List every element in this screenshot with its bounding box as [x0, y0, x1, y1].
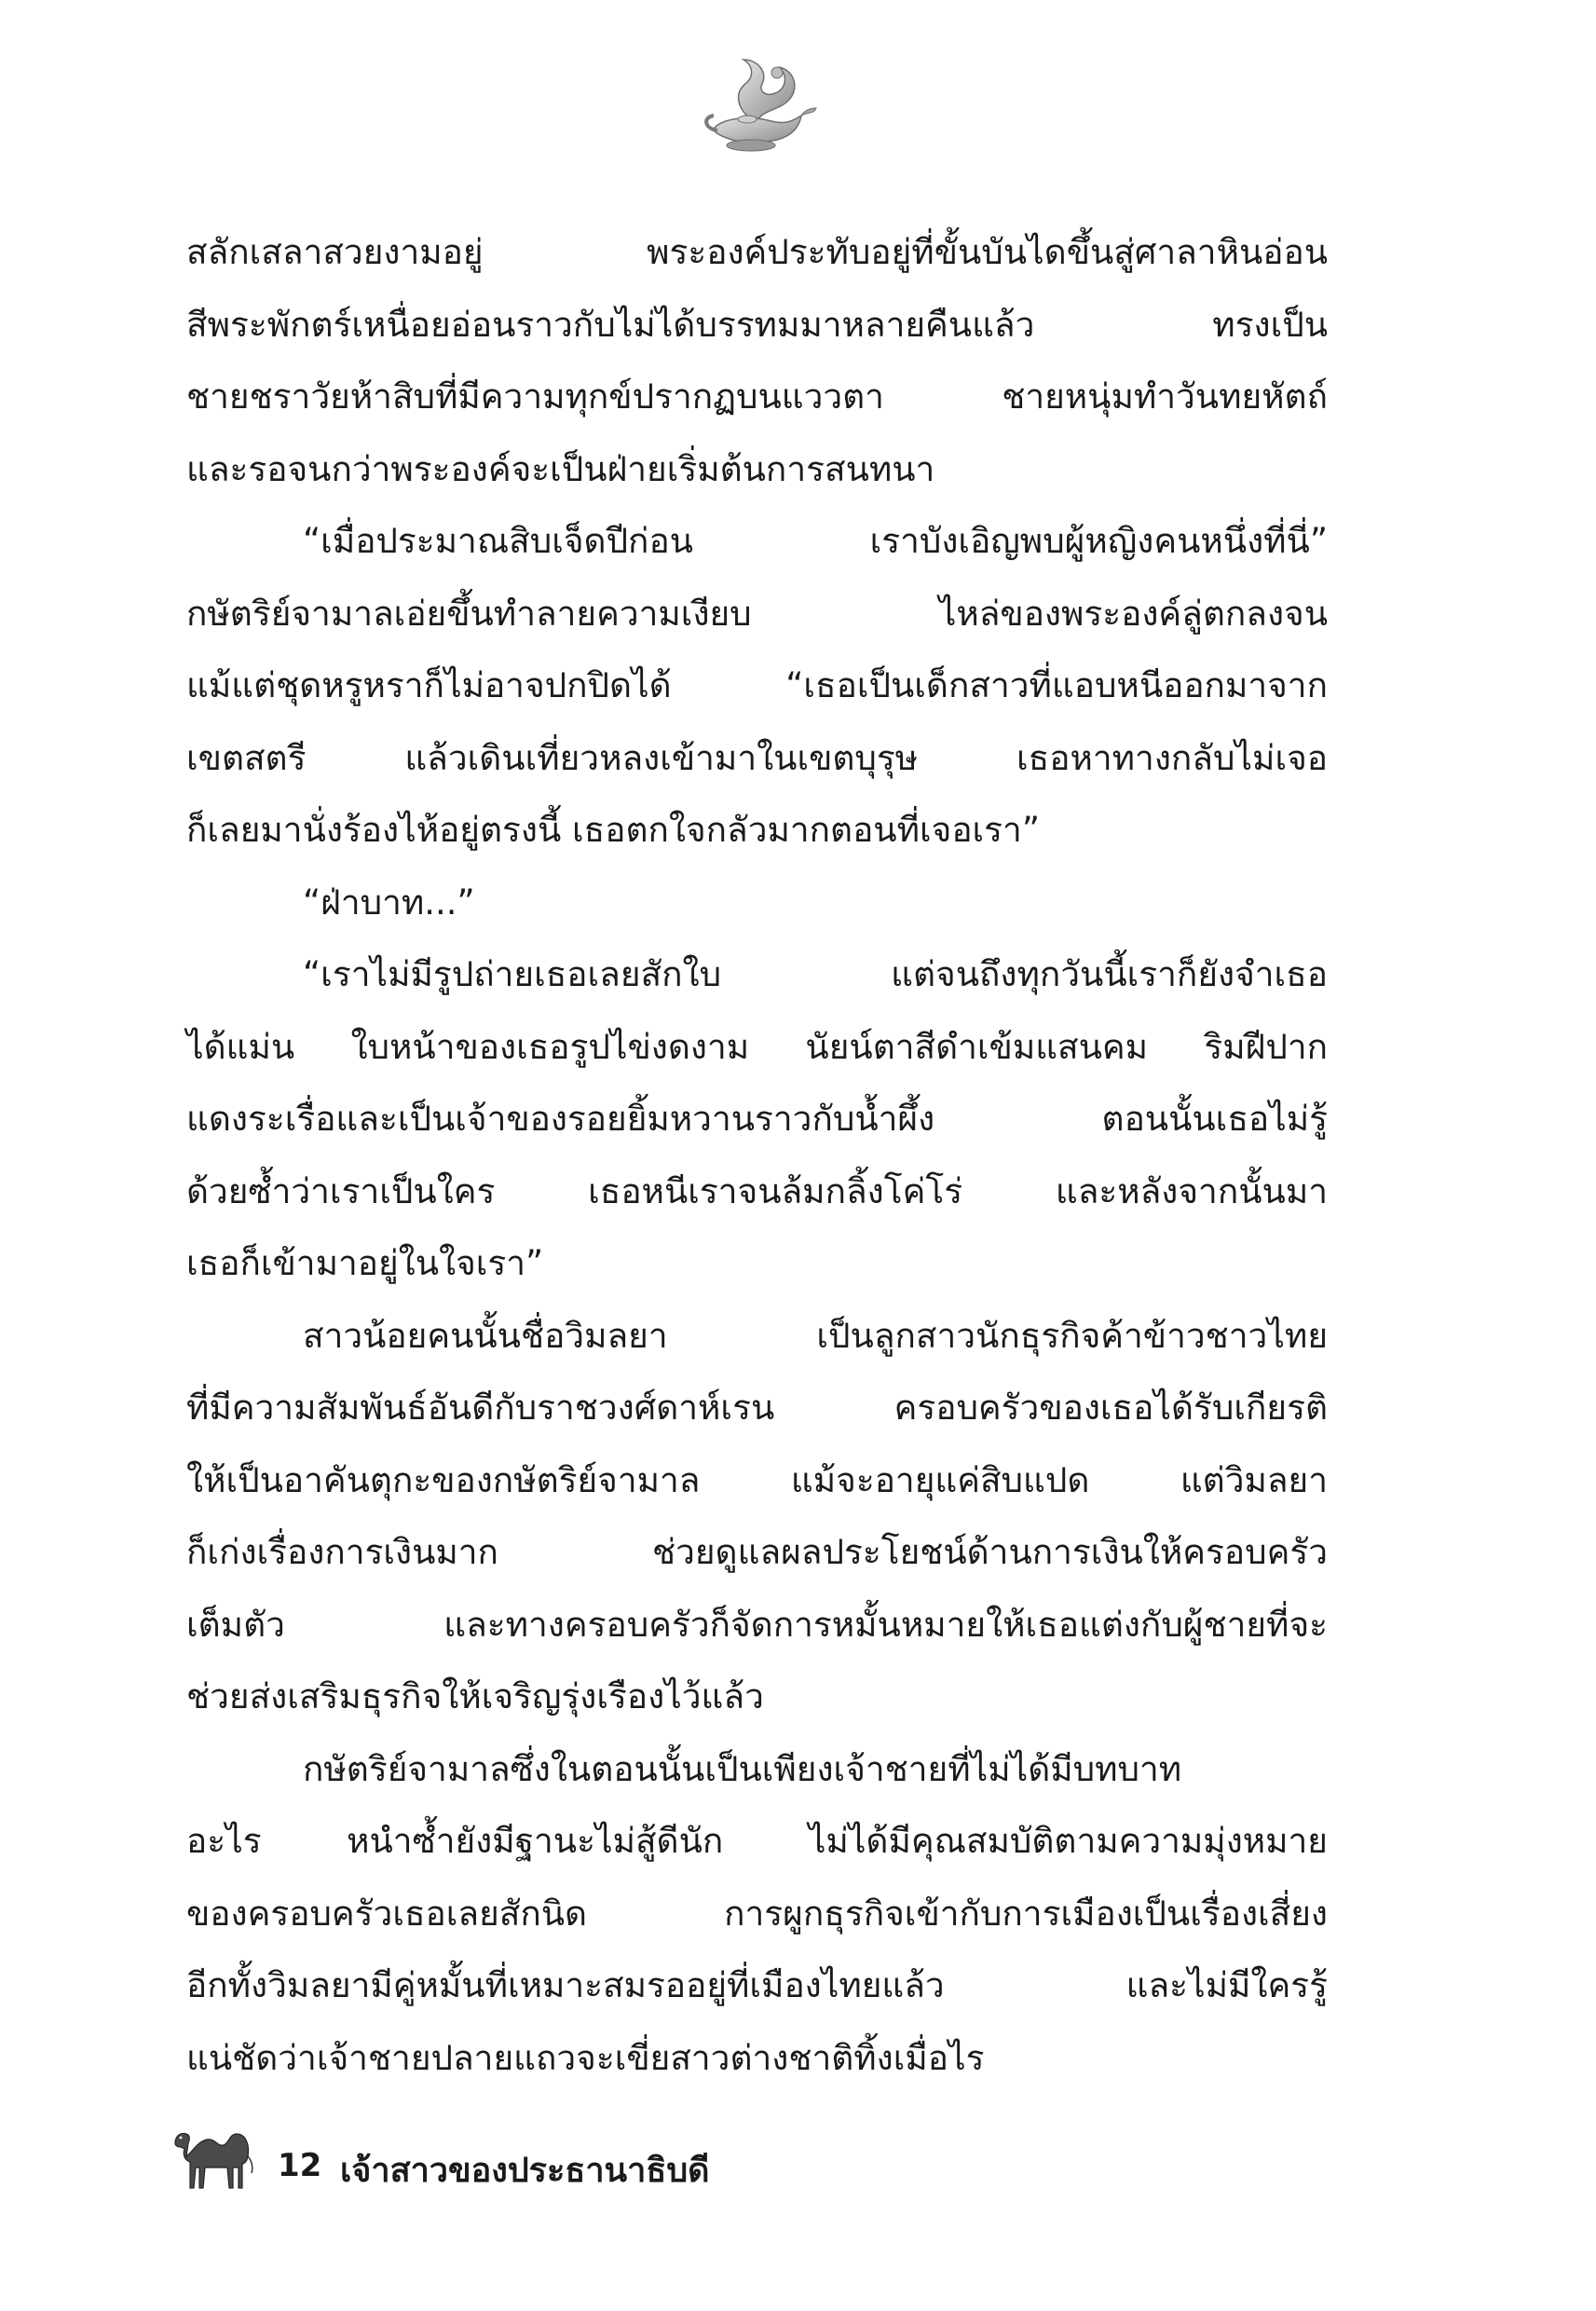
- text-line: ชายชราวัยห้าสิบที่มีความทุกข์ปรากฏบนแววตา ชายหนุ่มทำวันทยหัตถ์: [186, 376, 1328, 417]
- page-footer: [168, 2115, 1006, 2199]
- text-line: อีกทั้งวิมลยามีคู่หมั้นที่เหมาะสมรออยู่ที่เมืองไทยแล้ว และไม่มีใครรู้: [186, 1965, 1328, 2005]
- text-line: ช่วยส่งเสริมธุรกิจให้เจริญรุ่งเรืองไว้แล้ว: [186, 1676, 764, 1716]
- page-number: 12: [278, 2147, 322, 2184]
- text-line: ที่มีความสัมพันธ์อันดีกับราชวงศ์ดาห์เรน ครอบครัวของเธอได้รับเกียรติ: [186, 1388, 1328, 1428]
- genie-lamp-icon: [686, 47, 825, 158]
- text-line: เธอก็เข้ามาอยู่ในใจเรา”: [186, 1243, 544, 1283]
- text-line: ได้แม่น ใบหน้าของเธอรูปไข่งดงาม นัยน์ตาสีดำเข้มแสนคม ริมฝีปาก: [186, 1026, 1328, 1067]
- text-line: “เมื่อประมาณสิบเจ็ดปีก่อน เราบังเอิญพบผู้หญิงคนหนึ่งที่นี่”: [303, 521, 1328, 561]
- text-line: เต็มตัว และทางครอบครัวก็จัดการหมั้นหมายให้เธอแต่งกับผู้ชายที่จะ: [186, 1604, 1328, 1645]
- body-text: [186, 216, 1328, 2094]
- text-line: และรอจนกว่าพระองค์จะเป็นฝ่ายเริ่มต้นการสนทนา: [186, 448, 935, 489]
- text-line: แม้แต่ชุดหรูหราก็ไม่อาจปกปิดได้ “เธอเป็นเด็กสาวที่แอบหนีออกมาจาก: [186, 665, 1328, 705]
- text-line: “ฝ่าบาท...”: [303, 882, 475, 923]
- text-line: ให้เป็นอาคันตุกะของกษัตริย์จามาล แม้จะอายุแค่สิบแปด แต่วิมลยา: [186, 1459, 1328, 1500]
- text-line: กษัตริย์จามาลเอ่ยขึ้นทำลายความเงียบ ไหล่ของพระองค์ลู่ตกลงจน: [186, 593, 1328, 634]
- camel-icon: [168, 2115, 257, 2195]
- text-line: สลักเสลาสวยงามอยู่ พระองค์ประทับอยู่ที่ขั้นบันไดขึ้นสู่ศาลาหินอ่อน: [186, 232, 1328, 272]
- book-title: เจ้าสาวของประธานาธิบดี: [340, 2152, 710, 2190]
- text-line: ก็เลยมานั่งร้องไห้อยู่ตรงนี้ เธอตกใจกลัวมากตอนที่เจอเรา”: [186, 810, 1041, 850]
- text-line: แน่ชัดว่าเจ้าชายปลายแถวจะเขี่ยสาวต่างชาติทิ้งเมื่อไร: [186, 2037, 985, 2078]
- text-line: สีพระพักตร์เหนื่อยอ่อนราวกับไม่ได้บรรทมมาหลายคืนแล้ว ทรงเป็น: [186, 304, 1328, 345]
- text-line: สาวน้อยคนนั้นชื่อวิมลยา เป็นลูกสาวนักธุรกิจค้าข้าวชาวไทย: [303, 1315, 1328, 1356]
- text-line: กษัตริย์จามาลซึ่งในตอนนั้นเป็นเพียงเจ้าชายที่ไม่ได้มีบทบาท: [303, 1748, 1182, 1789]
- text-line: แดงระเรื่อและเป็นเจ้าของรอยยิ้มหวานราวกับน้ำผึ้ง ตอนนั้นเธอไม่รู้: [186, 1099, 1328, 1139]
- text-line: ก็เก่งเรื่องการเงินมาก ช่วยดูแลผลประโยชน์ด้านการเงินให้ครอบครัว: [186, 1532, 1328, 1572]
- text-line: ของครอบครัวเธอเลยสักนิด การผูกธุรกิจเข้ากับการเมืองเป็นเรื่องเสี่ยง: [186, 1893, 1328, 1934]
- text-line: “เราไม่มีรูปถ่ายเธอเลยสักใบ แต่จนถึงทุกวันนี้เราก็ยังจำเธอ: [303, 954, 1328, 994]
- text-line: เขตสตรี แล้วเดินเที่ยวหลงเข้ามาในเขตบุรุษ เธอหาทางกลับไม่เจอ: [186, 737, 1328, 778]
- text-line: อะไร หนำซ้ำยังมีฐานะไม่สู้ดีนัก ไม่ได้มีคุณสมบัติตามความมุ่งหมาย: [186, 1821, 1328, 1861]
- text-line: ด้วยซ้ำว่าเราเป็นใคร เธอหนีเราจนล้มกลิ้งโค่โร่ และหลังจากนั้นมา: [186, 1170, 1328, 1211]
